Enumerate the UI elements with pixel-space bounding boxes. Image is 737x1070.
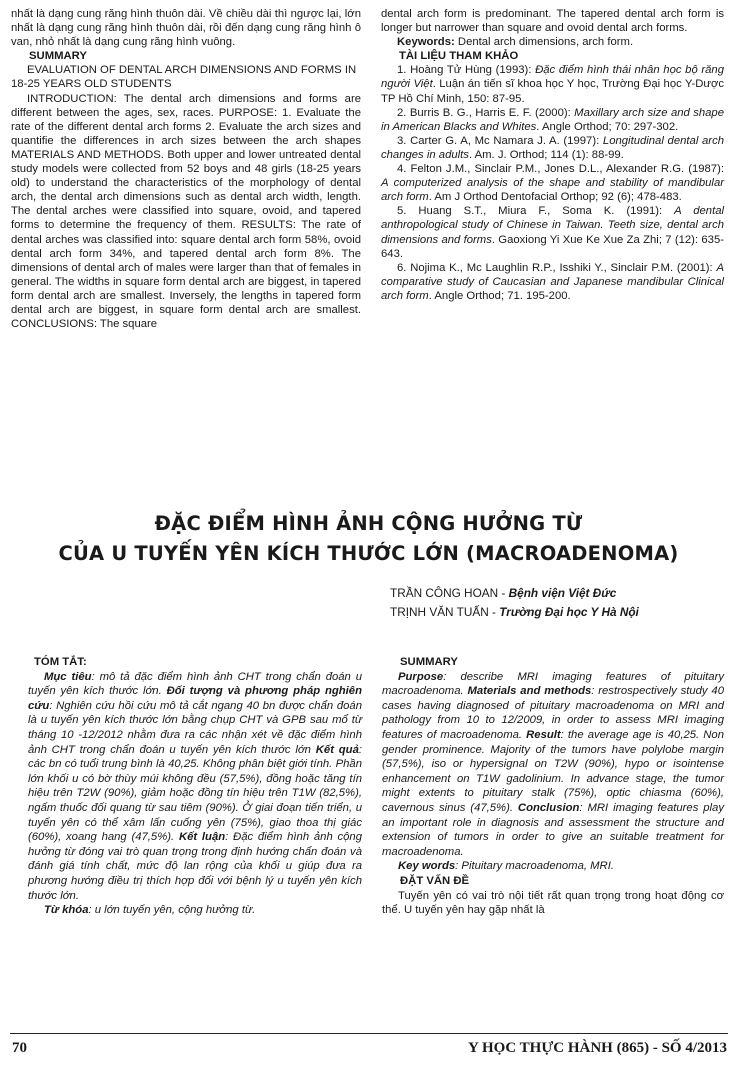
reference-item — [381, 204, 724, 260]
result-label: Result — [526, 728, 561, 741]
purpose-label: Purpose — [398, 670, 444, 683]
keywords-text: Dental arch dimensions, arch form. — [457, 36, 634, 49]
article-title-line-2: CỦA U TUYẾN YÊN KÍCH THƯỚC LỚN (MACROADENOMA) — [58, 542, 679, 565]
keywords-en — [382, 859, 724, 874]
author-affiliation: Bệnh viện Việt Đức — [508, 586, 617, 600]
reference-list — [381, 63, 724, 303]
reference-authors: 3. Carter G. A, Mc Namara J. A. (1997): — [397, 134, 603, 147]
reference-item — [381, 134, 724, 162]
methods-text: : Nghiên cứu hồi cứu mô tả cắt ngang 40 bn được chẩn đoán là u tuyến yên kích thước lớn bằng chụp CHT và GPB sau mổ từ tháng 10 -12/2012 nhằm đưa ra các nhận xét về đặc điểm hình ảnh CHT trong chẩn đoán u tuyến yên kích thước lớn — [28, 699, 362, 756]
reference-source: . Angle Orthod; 70: 297-302. — [536, 120, 679, 133]
author-affiliation: Trường Đại học Y Hà Nội — [499, 605, 639, 619]
intro-text: Tuyến yên có vai trò nội tiết rất quan trọng trong hoạt động cơ thể. U tuyến yên hay gặp nhất là — [382, 889, 724, 917]
article-title — [0, 509, 737, 569]
reference-title: Đặc điểm hình thái nhân học bộ răng người Việt — [381, 64, 724, 91]
objective-text: : mô tả đặc điểm hình ảnh CHT trong chẩn đoán u tuyến yên kích thước lớn. — [28, 670, 362, 698]
keywords-vn-text: : u lớn tuyến yên, cộng hưởng từ. — [88, 904, 256, 917]
page-number: 70 — [12, 1040, 27, 1056]
keywords-en-label: Key words — [398, 860, 456, 873]
reference-title: A computerized analysis of the shape and stability of mandibular arch form — [381, 177, 724, 204]
reference-title: Maxillary arch size and shape in American Blacks and Whites — [381, 106, 724, 133]
reference-authors: 2. Burris B. G., Harris E. F. (2000): — [397, 106, 575, 119]
footer-rule — [10, 1033, 728, 1034]
objective-label: Mục tiêu — [44, 670, 92, 683]
reference-title: A dental anthropological study of Chinese in Taiwan. Teeth size, dental arch dimensions and forms — [381, 205, 724, 246]
reference-source: . Angle Orthod; 71. 195-200. — [428, 289, 571, 302]
reference-title: A comparative study of Caucasian and Japanese mandibular Clinical arch form — [381, 261, 724, 302]
conclusion-en-label: Conclusion — [517, 801, 580, 814]
keywords-vn-label: Từ khóa — [44, 904, 89, 917]
reference-item — [381, 63, 724, 105]
bottom-left-column — [28, 655, 362, 918]
reference-item — [381, 261, 724, 303]
author-name: TRỊNH VĂN TUẤN — [390, 605, 489, 619]
conclusion-en-text: : MRI imaging features play an important role in diagnosis and assessment the structure and extension of tumors in order to give an suitable treatment for macroadenoma. — [382, 801, 724, 858]
keywords-label: Keywords: — [397, 36, 455, 49]
reference-source: . Am J Orthod Dentofacial Orthop; 92 (6); 478-483. — [428, 191, 682, 204]
abstract-continuation: dental arch form is predominant. The tapered dental arch form is longer but narrower than square and ovoid dental arch forms. — [381, 8, 724, 35]
summary-abstract: INTRODUCTION: The dental arch dimensions and forms are different between the ages, sex, races. PURPOSE: 1. Evaluate the rate of the different dental arch forms 2. Evaluate the arch sizes and quantifie the differences in arch sizes between the arch shapes MATERIALS AND METHODS. Both upper and lower untreated dental study models were collected from 52 boys and 48 girls (18-25 years old) to understand the characteristics of the morphology of dental arch, the dental arch dimensions such as dental arch width, length. The dental arches were classified into square, ovoid, and tapered forms to determine the frequency of them. RESULTS: The rate of dental arches was classified into: square dental arch form 58%, ovoid dental arch form 34%, and tapered dental arch form 8%. The dimensions of dental arch of males were larger than that of females in general. The widths in square form dental arch are biggest, in tapered form dental arch are smallest. Inversely, the lengths in tapered form dental arch are biggest, in square form dental arch are smallest. CONCLUSIONS: The square — [11, 92, 361, 331]
results-text: : các bn có tuổi trung bình là 40,25. Không phân biệt giới tính. Phần lớn khối u có bờ thùy múi không đều (57,5%), đồng hoặc tăng tín hiệu trên T2W (90%), giảm hoặc đồng tín hiệu trên T1W (82,5%), ngấm thuốc đối quang từ sau tiêm (90%). Ở giai đoạn tiến triển, u tuyến yên có thể xâm lấn cuống yên (75%), giao thoa thị giác (60%), xoang hang (47,5%). — [28, 743, 362, 844]
top-left-column — [11, 7, 361, 331]
reference-authors: 5. Huang S.T., Miura F., Soma K. (1991): — [397, 205, 675, 218]
author-1: TRẦN CÔNG HOAN - Bệnh viện Việt Đức — [390, 586, 617, 600]
purpose-text: : describe MRI imaging features of pituitary macroadenoma. — [382, 670, 724, 698]
summary-heading: SUMMARY — [29, 50, 87, 63]
references-heading: TÀI LIỆU THAM KHẢO — [399, 50, 519, 63]
summary-en-heading: SUMMARY — [400, 656, 458, 668]
keywords-line — [381, 35, 724, 49]
reference-title: Longitudinal dental arch changes in adults — [381, 134, 724, 161]
bottom-right-column — [382, 655, 724, 918]
conclusion-label: Kết luận — [178, 831, 226, 844]
journal-footer: Y HỌC THỰC HÀNH (865) - SỐ 4/2013 — [467, 1040, 727, 1056]
materials-text: : restrospectively study 40 cases having diagnosed of pituitary macroadenoma on MRI and pathology from 10 to 12/2009, in order to assess MRI imaging features of macroadenoma. — [382, 685, 724, 741]
keywords-en-text: : Pituitary macroadenoma, MRI. — [455, 860, 614, 873]
conclusion-text: : Đặc điểm hình ảnh cộng hưởng từ đóng vai trò quan trọng trong định hướng chẩn đoán và đánh giá tính chất, mức độ lan rộng của khối u giúp đưa ra phương hướng điều trị thích hợp đối với bệnh lý u tuyến yên kích thước lớn. — [28, 831, 362, 902]
abstract-vn-body — [28, 670, 362, 904]
results-label: Kết quả — [315, 743, 359, 756]
author-2: TRỊNH VĂN TUẤN - Trường Đại học Y Hà Nội — [390, 605, 639, 619]
reference-authors: 4. Felton J.M., Sinclair P.M., Jones D.L., Alexander R.G. (1987): — [397, 163, 724, 176]
prev-article-continuation: nhất là dạng cung răng hình thuôn dài. Về chiều dài thì ngược lại, lớn nhất là dạng cung răng hình thuôn dài, rồi đến dạng cung răng hình ô van, nhỏ nhất là dạng cung răng hình vuông. — [11, 8, 361, 49]
top-right-column — [381, 7, 724, 303]
methods-label: Đối tượng và phương pháp nghiên cứu — [28, 685, 362, 712]
summary-title: EVALUATION OF DENTAL ARCH DIMENSIONS AND FORMS IN 18-25 YEARS OLD STUDENTS — [11, 64, 357, 91]
reference-source: . Luận án tiến sĩ khoa học Y học, Trường Đại học Y-Dược TP Hồ Chí Minh, 150: 87-95. — [381, 78, 724, 105]
author-list — [390, 584, 730, 622]
reference-source: . Gaoxiong Yi Xue Ke Xue Za Zhi; 7 (12): 635-643. — [381, 233, 724, 260]
result-text: : the average age is 40,25. Non gender prominence. Majority of the tumors have polylobe margin (57,5%), iso or hypersignal on T2W (90%), hypo or isointense enhancement on T1W gadolinium. In advance stage, the tumor might extents to pituitary stalk (75%), optic chiasma (60%), cavernous sinus (47,5%). — [382, 728, 724, 814]
materials-label: Materials and methods — [467, 685, 592, 698]
intro-heading: ĐẶT VẤN ĐỀ — [400, 874, 470, 887]
abstract-vn-heading: TÓM TẮT: — [34, 656, 87, 668]
reference-item — [381, 106, 724, 134]
author-name: TRẦN CÔNG HOAN — [390, 586, 499, 600]
article-title-line-1: ĐẶC ĐIỂM HÌNH ẢNH CỘNG HƯỞNG TỪ — [154, 512, 583, 535]
reference-authors: 1. Hoàng Tử Hùng (1993): — [397, 64, 536, 77]
keywords-vn — [28, 903, 362, 918]
reference-authors: 6. Nojima K., Mc Laughlin R.P., Isshiki Y., Sinclair P.M. (2001): — [397, 261, 717, 274]
summary-en-body — [382, 670, 724, 860]
reference-item — [381, 162, 724, 204]
reference-source: . Am. J. Orthod; 114 (1): 88-99. — [468, 148, 624, 161]
